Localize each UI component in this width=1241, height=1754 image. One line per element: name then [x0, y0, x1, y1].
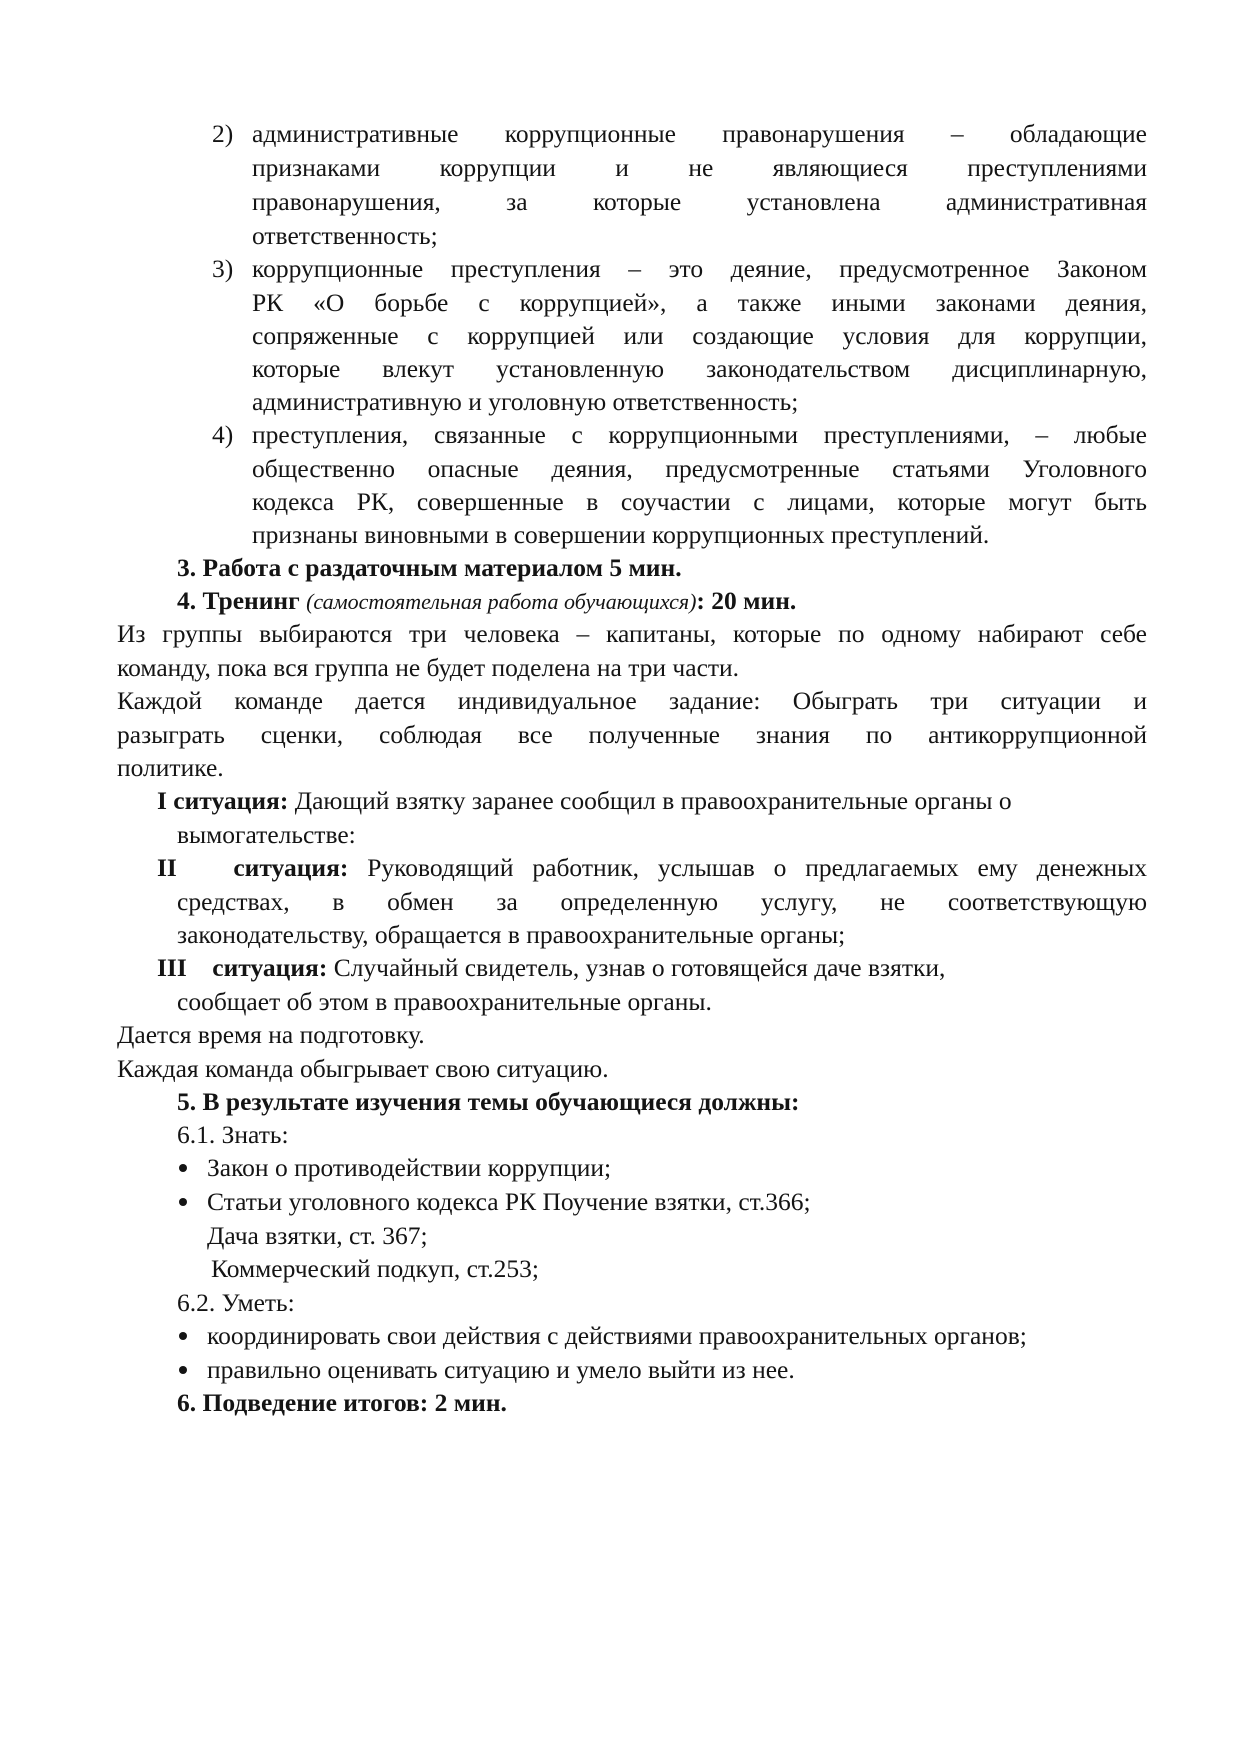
list-number: 4)	[212, 420, 234, 449]
paragraph-line: Каждая команда обыгрывает свою ситуацию.	[117, 1054, 609, 1083]
paragraph-line: Из группы выбираются три человека – капитаны, которые по одному набирают себе	[117, 619, 1147, 648]
can-heading: 6.2. Уметь:	[177, 1288, 295, 1317]
situation-line: средствах, в обмен за определенную услугу, не соответствующую	[177, 887, 1147, 916]
situation-2	[157, 851, 1147, 885]
situation-1	[157, 784, 1012, 818]
section-4-note: (самостоятельная работа обучающихся)	[306, 589, 697, 614]
paragraph-line: Дается время на подготовку.	[117, 1020, 425, 1049]
know-heading: 6.1. Знать:	[177, 1120, 289, 1149]
section-heading-5: 5. В результате изучения темы обучающиеся должны:	[177, 1087, 800, 1116]
list-item-line: которые влекут установленную законодательством дисциплинарную,	[252, 354, 1147, 383]
list-item-line: ответственность;	[252, 221, 438, 250]
list-item-line: коррупционные преступления – это деяние, предусмотренное Законом	[252, 254, 1147, 283]
paragraph-line: политике.	[117, 753, 224, 782]
list-item-sub: Коммерческий подкуп, ст.253;	[211, 1254, 539, 1283]
bullet-icon	[179, 1366, 187, 1374]
list-item-sub: Дача взятки, ст. 367;	[207, 1221, 428, 1250]
list-item-line: признаны виновными в совершении коррупционных преступлений.	[252, 520, 990, 549]
section-4-time: : 20 мин.	[696, 586, 797, 615]
section-heading-4	[177, 584, 796, 619]
list-item: правильно оценивать ситуацию и умело выйти из нее.	[207, 1355, 795, 1384]
section-heading-6: 6. Подведение итогов: 2 мин.	[177, 1388, 507, 1417]
situation-label: II ситуация:	[157, 853, 349, 882]
situation-label: III ситуация:	[157, 953, 328, 982]
list-number: 2)	[212, 119, 234, 148]
situation-3	[157, 951, 945, 985]
list-item: Статьи уголовного кодекса РК Поучение взятки, ст.366;	[207, 1187, 811, 1216]
situation-text: Случайный свидетель, узнав о готовящейся даче взятки,	[333, 953, 946, 982]
situation-line: сообщает об этом в правоохранительные органы.	[177, 987, 712, 1016]
bullet-icon	[179, 1198, 187, 1206]
situation-text: Руководящий работник, услышав о предлагаемых ему денежных	[367, 853, 1148, 882]
bullet-icon	[179, 1164, 187, 1172]
list-item-line: РК «О борьбе с коррупцией», а также иными законами деяния,	[252, 288, 1147, 317]
list-item-line: сопряженные с коррупцией или создающие условия для коррупции,	[252, 321, 1147, 350]
list-item-line: общественно опасные деяния, предусмотренные статьями Уголовного	[252, 454, 1147, 483]
section-4-label: 4. Тренинг	[177, 586, 300, 615]
situation-line: законодательству, обращается в правоохранительные органы;	[177, 920, 846, 949]
bullet-icon	[179, 1332, 187, 1340]
list-item-line: признаками коррупции и не являющиеся преступлениями	[252, 153, 1147, 182]
list-item-line: правонарушения, за которые установлена административная	[252, 187, 1147, 216]
list-item-line: административную и уголовную ответственность;	[252, 387, 799, 416]
section-heading-3: 3. Работа с раздаточным материалом 5 мин.	[177, 553, 682, 582]
situation-text: Дающий взятку заранее сообщил в правоохранительные органы о	[294, 786, 1012, 815]
list-number: 3)	[212, 254, 234, 283]
paragraph-line: команду, пока вся группа не будет поделена на три части.	[117, 653, 740, 682]
situation-line: вымогательстве:	[177, 820, 356, 849]
paragraph-line: разыграть сценки, соблюдая все полученные знания по антикоррупционной	[117, 720, 1147, 749]
list-item-line: административные коррупционные правонарушения – обладающие	[252, 119, 1147, 148]
situation-label: I ситуация:	[157, 786, 289, 815]
list-item-line: преступления, связанные с коррупционными преступлениями, – любые	[252, 420, 1147, 449]
list-item: Закон о противодействии коррупции;	[207, 1153, 612, 1182]
paragraph-line: Каждой команде дается индивидуальное задание: Обыграть три ситуации и	[117, 686, 1147, 715]
list-item: координировать свои действия с действиями правоохранительных органов;	[207, 1321, 1027, 1350]
list-item-line: кодекса РК, совершенные в соучастии с лицами, которые могут быть	[252, 487, 1147, 516]
